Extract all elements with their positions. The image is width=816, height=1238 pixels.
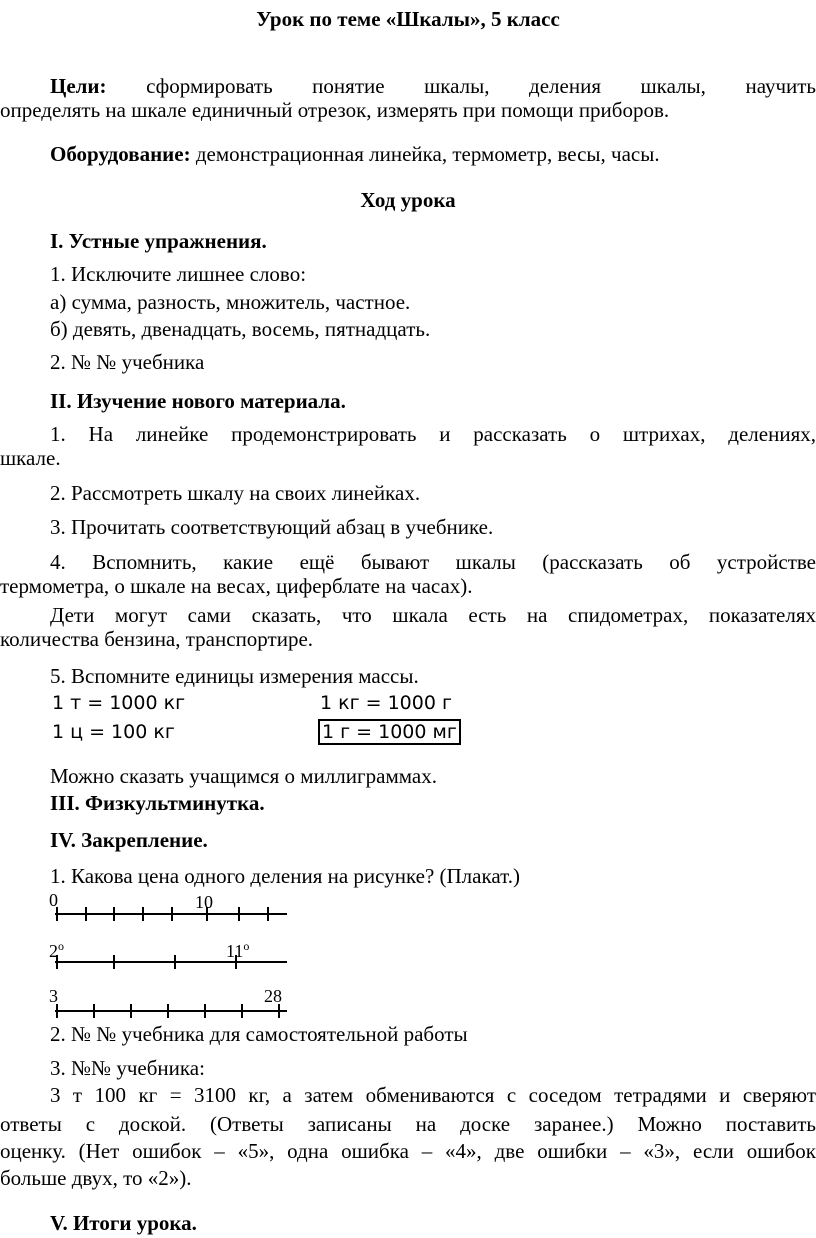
goals-text: сформировать понятие шкалы, деления шкалы, научить bbox=[146, 74, 816, 98]
scale-1-end-label: 10 bbox=[195, 892, 213, 912]
section-4-q3-line2: ответы с доской. (Ответы записаны на доске заранее.) Можно поставить bbox=[0, 1112, 816, 1136]
section-2-p7: Можно сказать учащимся о миллиграммах. bbox=[50, 764, 437, 788]
scale-2-start-label: $2^о$ bbox=[49, 939, 64, 961]
section-4-title: IV. Закрепление. bbox=[50, 828, 208, 852]
section-1-title: I. Устные упражнения. bbox=[50, 229, 267, 253]
section-2-p5-line1: Дети могут сами сказать, что шкала есть на спидометрах, показателях bbox=[50, 603, 816, 627]
section-2-p4-line1: 4. Вспомнить, какие ещё бывают шкалы (рассказать об устройстве bbox=[50, 550, 816, 574]
section-2-p5-line2: количества бензина, транспортире. bbox=[0, 627, 314, 651]
equipment-label: Оборудование: bbox=[50, 142, 191, 166]
mass-unit: 1 ц = 100 кг bbox=[52, 721, 175, 743]
section-4-q3-line3: оценку. (Нет ошибок – «5», одна ошибка – «4», две ошибки – «3», если ошибок bbox=[0, 1139, 816, 1163]
section-2-p6: 5. Вспомните единицы измерения массы. bbox=[50, 664, 419, 688]
section-4-q3-line4: больше двух, то «2»). bbox=[0, 1166, 192, 1190]
section-4-q1: 1. Какова цена одного деления на рисунке? (Плакат.) bbox=[50, 864, 520, 888]
section-5-title: V. Итоги урока. bbox=[50, 1211, 197, 1235]
scale-2-end-label: $11^о$ bbox=[226, 939, 250, 961]
section-2-p1-line2: шкале. bbox=[0, 446, 61, 470]
section-3-title: III. Физкультминутка. bbox=[50, 791, 265, 815]
mass-unit: 1 кг = 1000 г bbox=[320, 692, 452, 714]
section-1-item: 1. Исключите лишнее слово: bbox=[50, 262, 307, 286]
scale-3 bbox=[55, 1004, 287, 1018]
section-1-item: 2. № № учебника bbox=[50, 350, 205, 374]
scale-1-start-label: 0 bbox=[49, 890, 58, 910]
section-2-title: II. Изучение нового материала. bbox=[50, 389, 346, 413]
scale-3-end-label: 28 bbox=[264, 986, 282, 1006]
scale-2 bbox=[55, 955, 287, 969]
section-1-item: б) девять, двенадцать, восемь, пятнадцать. bbox=[50, 317, 431, 341]
equipment-text: демонстрационная линейка, термометр, весы, часы. bbox=[195, 142, 660, 166]
page-title: Урок по теме «Шкалы», 5 класс bbox=[256, 7, 560, 31]
section-1-item: а) сумма, разность, множитель, частное. bbox=[50, 290, 411, 314]
section-4-q3-line1: 3 т 100 кг = 3100 кг, а затем обмениваются с соседом тетрадями и сверяют bbox=[50, 1083, 816, 1107]
goals-label: Цели: bbox=[50, 74, 107, 98]
section-2-p1-line1: 1. На линейке продемонстрировать и рассказать о штрихах, делениях, bbox=[50, 422, 816, 446]
lesson-heading: Ход урока bbox=[360, 188, 456, 212]
section-2-p4-line2: термометра, о шкале на весах, циферблате на часах). bbox=[0, 574, 473, 598]
goals-line-2: определять на шкале единичный отрезок, измерять при помощи приборов. bbox=[0, 98, 670, 122]
mass-unit-boxed: 1 г = 1000 мг bbox=[318, 719, 461, 745]
section-2-p3: 3. Прочитать соответствующий абзац в учебнике. bbox=[50, 515, 494, 539]
section-4-q2: 2. № № учебника для самостоятельной работы bbox=[50, 1022, 468, 1046]
mass-unit: 1 т = 1000 кг bbox=[52, 692, 186, 714]
section-4-q3: 3. №№ учебника: bbox=[50, 1056, 205, 1080]
scale-1 bbox=[55, 907, 287, 921]
scale-3-start-label: 3 bbox=[49, 986, 58, 1006]
section-2-p2: 2. Рассмотреть шкалу на своих линейках. bbox=[50, 481, 421, 505]
